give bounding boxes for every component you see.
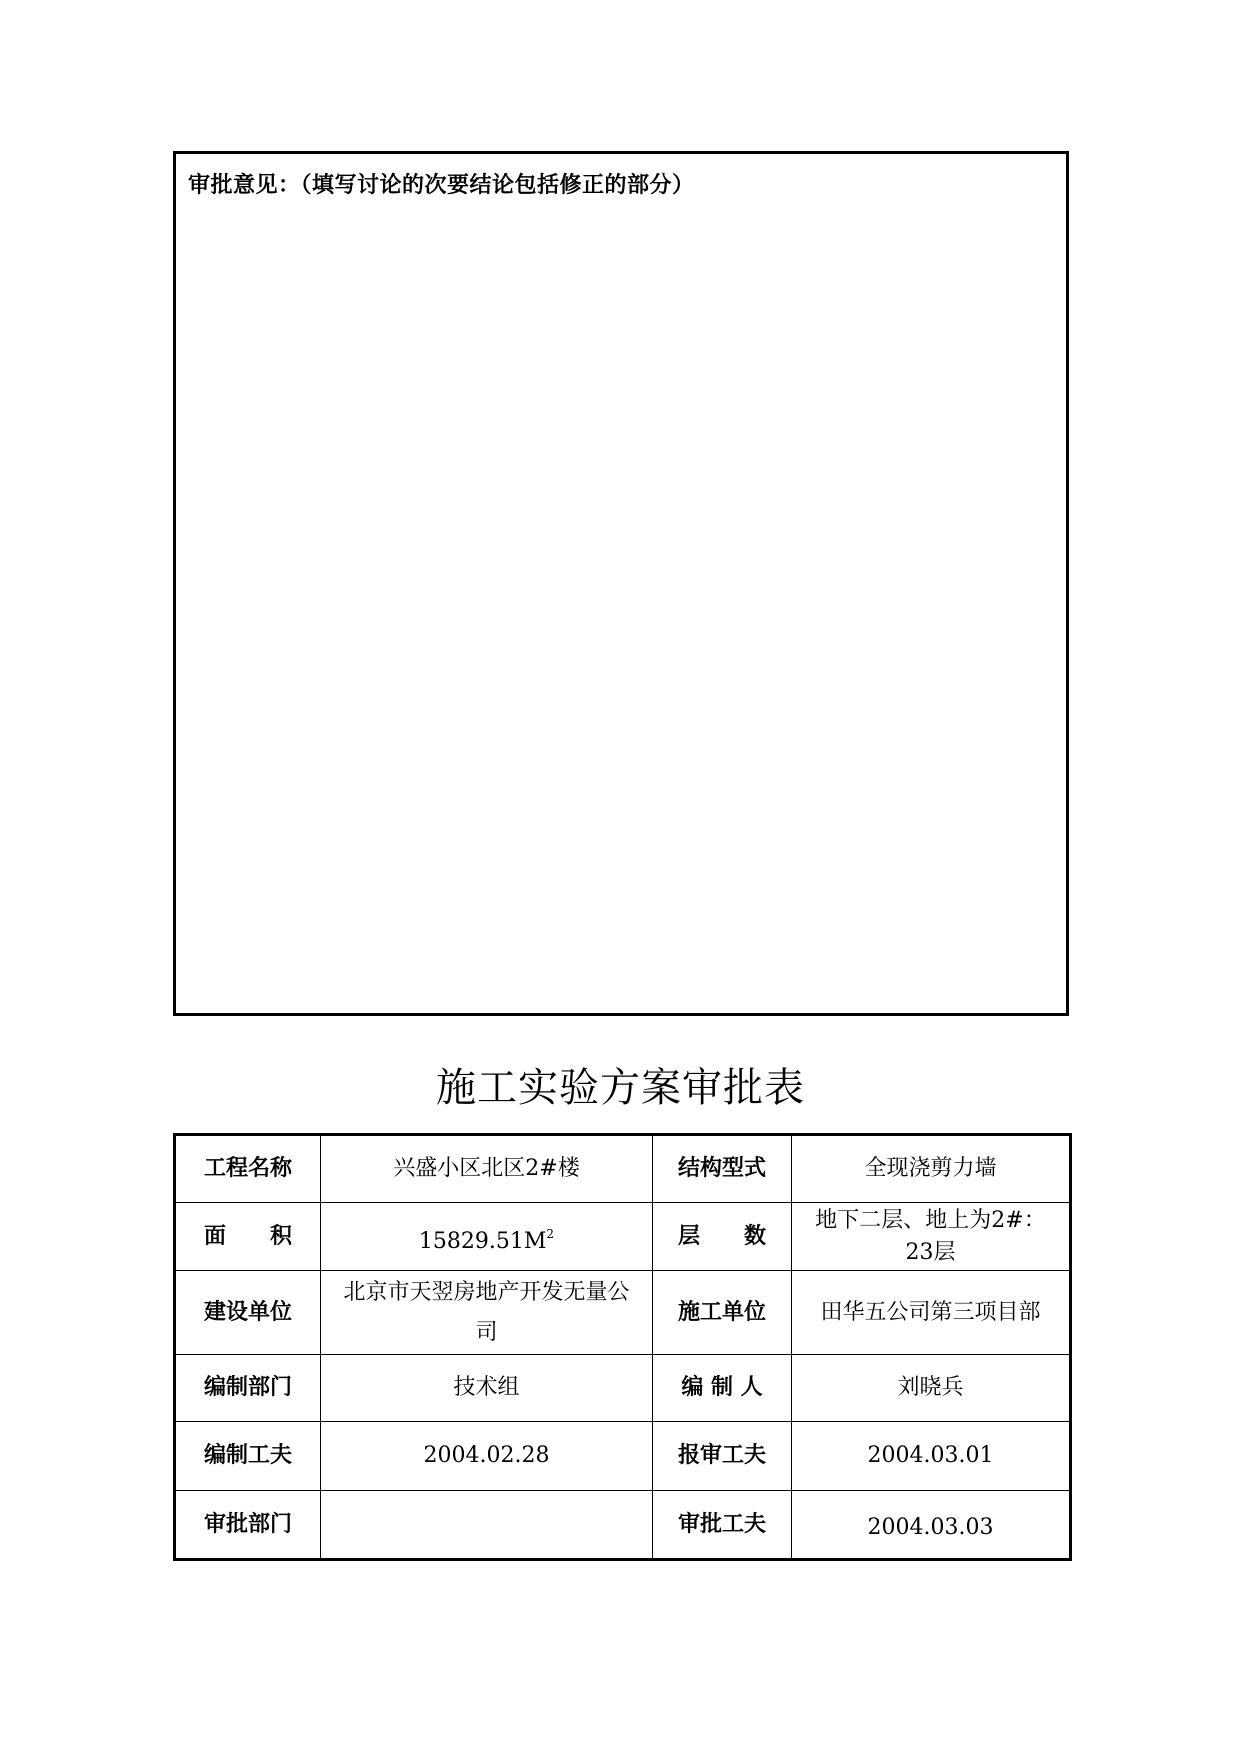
value-area-superscript: 2 — [546, 1226, 555, 1241]
label-preparer: 编 制 人 — [653, 1355, 792, 1422]
table-row — [175, 1422, 1071, 1491]
value-area-number: 15829.51M — [418, 1228, 547, 1254]
table-row — [175, 1355, 1071, 1422]
table-row — [175, 1135, 1071, 1203]
label-project-name: 工程名称 — [175, 1135, 321, 1203]
label-contractor: 施工单位 — [653, 1271, 792, 1355]
value-preparer: 刘晓兵 — [792, 1355, 1071, 1422]
value-project-name: 兴盛小区北区2#楼 — [321, 1135, 653, 1203]
label-floors: 层 数 — [653, 1203, 792, 1271]
value-submitted-date: 2004.03.01 — [792, 1422, 1071, 1491]
label-approval-dept: 审批部门 — [175, 1491, 321, 1560]
label-prepared-dept: 编制部门 — [175, 1355, 321, 1422]
value-approval-dept — [321, 1491, 653, 1560]
label-developer: 建设单位 — [175, 1271, 321, 1355]
value-approval-date: 2004.03.03 — [792, 1491, 1071, 1560]
approval-opinion-box — [173, 151, 1069, 1016]
table-row — [175, 1203, 1071, 1271]
value-prepared-dept: 技术组 — [321, 1355, 653, 1422]
label-approval-date: 审批工夫 — [653, 1491, 792, 1560]
value-floors: 地下二层、地上为2#：23层 — [792, 1203, 1071, 1271]
table-row — [175, 1271, 1071, 1355]
label-area: 面 积 — [175, 1203, 321, 1271]
label-submitted-date: 报审工夫 — [653, 1422, 792, 1491]
table-row — [175, 1491, 1071, 1560]
value-developer: 北京市天翌房地产开发无量公司 — [321, 1271, 653, 1355]
value-contractor: 田华五公司第三项目部 — [792, 1271, 1071, 1355]
value-structure-type: 全现浇剪力墙 — [792, 1135, 1071, 1203]
value-prepared-date: 2004.02.28 — [321, 1422, 653, 1491]
approval-opinion-label: 审批意见：（填写讨论的次要结论包括修正的部分） — [188, 173, 695, 198]
label-structure-type: 结构型式 — [653, 1135, 792, 1203]
form-title: 施工实验方案审批表 — [436, 1065, 805, 1111]
value-area — [321, 1203, 653, 1271]
label-prepared-date: 编制工夫 — [175, 1422, 321, 1491]
approval-form-table — [173, 1133, 1072, 1561]
